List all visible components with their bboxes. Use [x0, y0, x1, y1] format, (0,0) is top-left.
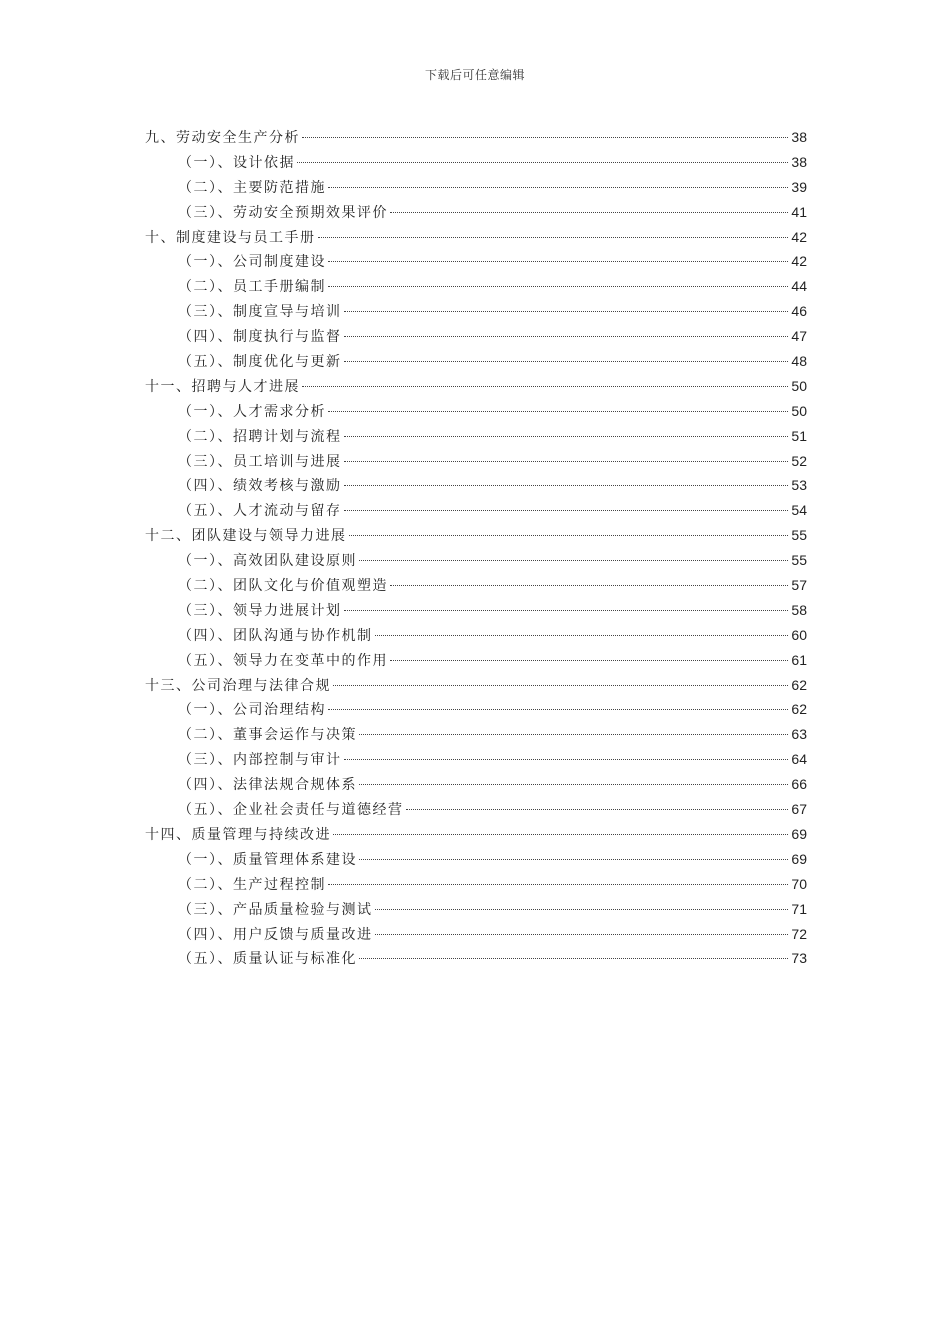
toc-page-number: 64 — [791, 751, 807, 768]
toc-section-entry[interactable] — [145, 548, 807, 573]
toc-entry-title: （四）、制度执行与监督 — [178, 329, 342, 346]
toc-entry-title: 十三、公司治理与法律合规 — [145, 677, 331, 694]
toc-entry-title: （二）、招聘计划与流程 — [178, 428, 342, 445]
toc-entry-title: （二）、生产过程控制 — [178, 876, 326, 893]
toc-page-number: 53 — [791, 477, 807, 494]
toc-entry-title: （一）、质量管理体系建设 — [178, 851, 357, 868]
toc-dot-leader — [344, 759, 789, 760]
toc-section-entry[interactable] — [145, 872, 807, 897]
toc-page-number: 44 — [791, 278, 807, 295]
toc-page-number: 38 — [791, 153, 807, 170]
toc-section-entry[interactable] — [145, 722, 807, 747]
toc-dot-leader — [333, 834, 788, 835]
toc-section-entry[interactable] — [145, 349, 807, 374]
toc-page-number: 38 — [791, 129, 807, 145]
toc-dot-leader — [344, 436, 789, 437]
toc-dot-leader — [344, 610, 789, 611]
toc-entry-title: （四）、团队沟通与协作机制 — [178, 627, 373, 644]
toc-entry-title: （五）、制度优化与更新 — [178, 354, 342, 371]
toc-section-entry[interactable] — [145, 573, 807, 598]
toc-entry-title: （三）、领导力进展计划 — [178, 602, 342, 619]
toc-page-number: 60 — [791, 626, 807, 643]
toc-dot-leader — [302, 386, 788, 387]
toc-section-entry[interactable] — [145, 946, 807, 971]
toc-page-number: 70 — [791, 875, 807, 892]
toc-page-number: 58 — [791, 601, 807, 618]
toc-section-entry[interactable] — [145, 200, 807, 225]
toc-section-entry[interactable] — [145, 150, 807, 175]
toc-entry-title: 十一、招聘与人才进展 — [145, 378, 300, 395]
toc-page-number: 42 — [791, 228, 807, 245]
toc-page-number: 62 — [791, 701, 807, 718]
toc-page-number: 50 — [791, 377, 807, 394]
toc-page-number: 48 — [791, 353, 807, 370]
toc-dot-leader — [359, 784, 788, 785]
toc-page-number: 63 — [791, 726, 807, 743]
toc-entry-title: （二）、主要防范措施 — [178, 179, 326, 196]
toc-page-number: 50 — [791, 402, 807, 419]
toc-dot-leader — [359, 859, 788, 860]
toc-page-number: 62 — [791, 676, 807, 693]
toc-page-number: 51 — [791, 427, 807, 444]
toc-dot-leader — [390, 585, 788, 586]
toc-dot-leader — [344, 485, 789, 486]
toc-section-entry[interactable] — [145, 249, 807, 274]
toc-section-entry[interactable] — [145, 847, 807, 872]
toc-entry-title: （一）、公司治理结构 — [178, 702, 326, 719]
toc-entry-title: 十二、团队建设与领导力进展 — [145, 528, 347, 545]
toc-page-number: 67 — [791, 801, 807, 818]
toc-page-number: 42 — [791, 253, 807, 270]
toc-chapter-entry[interactable] — [145, 673, 807, 698]
toc-dot-leader — [328, 884, 788, 885]
toc-entry-title: （一）、设计依据 — [178, 154, 295, 171]
toc-entry-title: 十、制度建设与员工手册 — [145, 229, 316, 246]
toc-dot-leader — [390, 660, 788, 661]
toc-section-entry[interactable] — [145, 623, 807, 648]
toc-page-number: 66 — [791, 776, 807, 793]
toc-entry-title: （二）、团队文化与价值观塑造 — [178, 578, 388, 595]
toc-entry-title: （一）、公司制度建设 — [178, 254, 326, 271]
toc-dot-leader — [328, 286, 788, 287]
toc-entry-title: （四）、法律法规合规体系 — [178, 777, 357, 794]
toc-entry-title: （三）、制度宣导与培训 — [178, 304, 342, 321]
toc-dot-leader — [344, 336, 789, 337]
toc-section-entry[interactable] — [145, 299, 807, 324]
toc-dot-leader — [359, 734, 788, 735]
toc-section-entry[interactable] — [145, 424, 807, 449]
toc-dot-leader — [349, 535, 789, 536]
toc-entry-title: （二）、董事会运作与决策 — [178, 727, 357, 744]
toc-section-entry[interactable] — [145, 897, 807, 922]
toc-dot-leader — [344, 361, 789, 362]
toc-dot-leader — [333, 685, 788, 686]
toc-dot-leader — [375, 909, 789, 910]
toc-dot-leader — [375, 934, 789, 935]
toc-dot-leader — [375, 635, 789, 636]
toc-page-number: 57 — [791, 577, 807, 594]
toc-page-number: 55 — [791, 527, 807, 544]
toc-entry-title: （五）、企业社会责任与道德经营 — [178, 802, 404, 819]
toc-section-entry[interactable] — [145, 498, 807, 523]
toc-section-entry[interactable] — [145, 697, 807, 722]
table-of-contents — [145, 125, 807, 971]
toc-entry-title: 十四、质量管理与持续改进 — [145, 826, 331, 843]
toc-chapter-entry[interactable] — [145, 225, 807, 250]
toc-section-entry[interactable] — [145, 797, 807, 822]
toc-entry-title: （二）、员工手册编制 — [178, 279, 326, 296]
toc-page-number: 55 — [791, 552, 807, 569]
toc-dot-leader — [297, 162, 788, 163]
toc-entry-title: （五）、人才流动与留存 — [178, 503, 342, 520]
toc-section-entry[interactable] — [145, 274, 807, 299]
toc-entry-title: 九、劳动安全生产分析 — [145, 130, 300, 146]
toc-section-entry[interactable] — [145, 598, 807, 623]
toc-entry-title: （三）、内部控制与审计 — [178, 752, 342, 769]
toc-section-entry[interactable] — [145, 747, 807, 772]
toc-dot-leader — [359, 958, 788, 959]
toc-entry-title: （四）、用户反馈与质量改进 — [178, 926, 373, 943]
toc-page-number: 46 — [791, 303, 807, 320]
toc-page-number: 39 — [791, 178, 807, 195]
toc-page-number: 71 — [791, 900, 807, 917]
toc-page-number: 69 — [791, 850, 807, 867]
toc-page-number: 69 — [791, 825, 807, 842]
toc-entry-title: （一）、人才需求分析 — [178, 403, 326, 420]
toc-chapter-entry[interactable] — [145, 822, 807, 847]
toc-page-number: 47 — [791, 328, 807, 345]
toc-page-number: 73 — [791, 950, 807, 967]
toc-section-entry[interactable] — [145, 175, 807, 200]
toc-entry-title: （三）、产品质量检验与测试 — [178, 901, 373, 918]
toc-section-entry[interactable] — [145, 399, 807, 424]
toc-section-entry[interactable] — [145, 324, 807, 349]
toc-page-number: 54 — [791, 502, 807, 519]
toc-page-number: 72 — [791, 925, 807, 942]
toc-chapter-entry[interactable] — [145, 374, 807, 399]
toc-chapter-entry[interactable] — [145, 523, 807, 548]
toc-page-number: 61 — [791, 651, 807, 668]
toc-page-number: 41 — [791, 203, 807, 220]
toc-chapter-entry[interactable] — [145, 125, 807, 150]
toc-dot-leader — [344, 510, 789, 511]
toc-section-entry[interactable] — [145, 449, 807, 474]
toc-section-entry[interactable] — [145, 473, 807, 498]
toc-entry-title: （四）、绩效考核与激励 — [178, 478, 342, 495]
toc-entry-title: （三）、劳动安全预期效果评价 — [178, 204, 388, 221]
toc-section-entry[interactable] — [145, 922, 807, 947]
toc-dot-leader — [406, 809, 789, 810]
toc-dot-leader — [328, 261, 788, 262]
toc-entry-title: （三）、员工培训与进展 — [178, 453, 342, 470]
toc-dot-leader — [302, 137, 788, 138]
toc-page-number: 52 — [791, 452, 807, 469]
page-header: 下载后可任意编辑 — [424, 68, 525, 82]
toc-entry-title: （五）、质量认证与标准化 — [178, 951, 357, 968]
toc-dot-leader — [328, 709, 788, 710]
toc-dot-leader — [359, 560, 788, 561]
toc-entry-title: （一）、高效团队建设原则 — [178, 553, 357, 570]
toc-entry-title: （五）、领导力在变革中的作用 — [178, 652, 388, 669]
toc-dot-leader — [328, 411, 788, 412]
toc-dot-leader — [390, 212, 788, 213]
toc-dot-leader — [318, 237, 789, 238]
toc-dot-leader — [344, 461, 789, 462]
toc-section-entry[interactable] — [145, 648, 807, 673]
toc-section-entry[interactable] — [145, 772, 807, 797]
toc-dot-leader — [328, 187, 788, 188]
toc-dot-leader — [344, 311, 789, 312]
